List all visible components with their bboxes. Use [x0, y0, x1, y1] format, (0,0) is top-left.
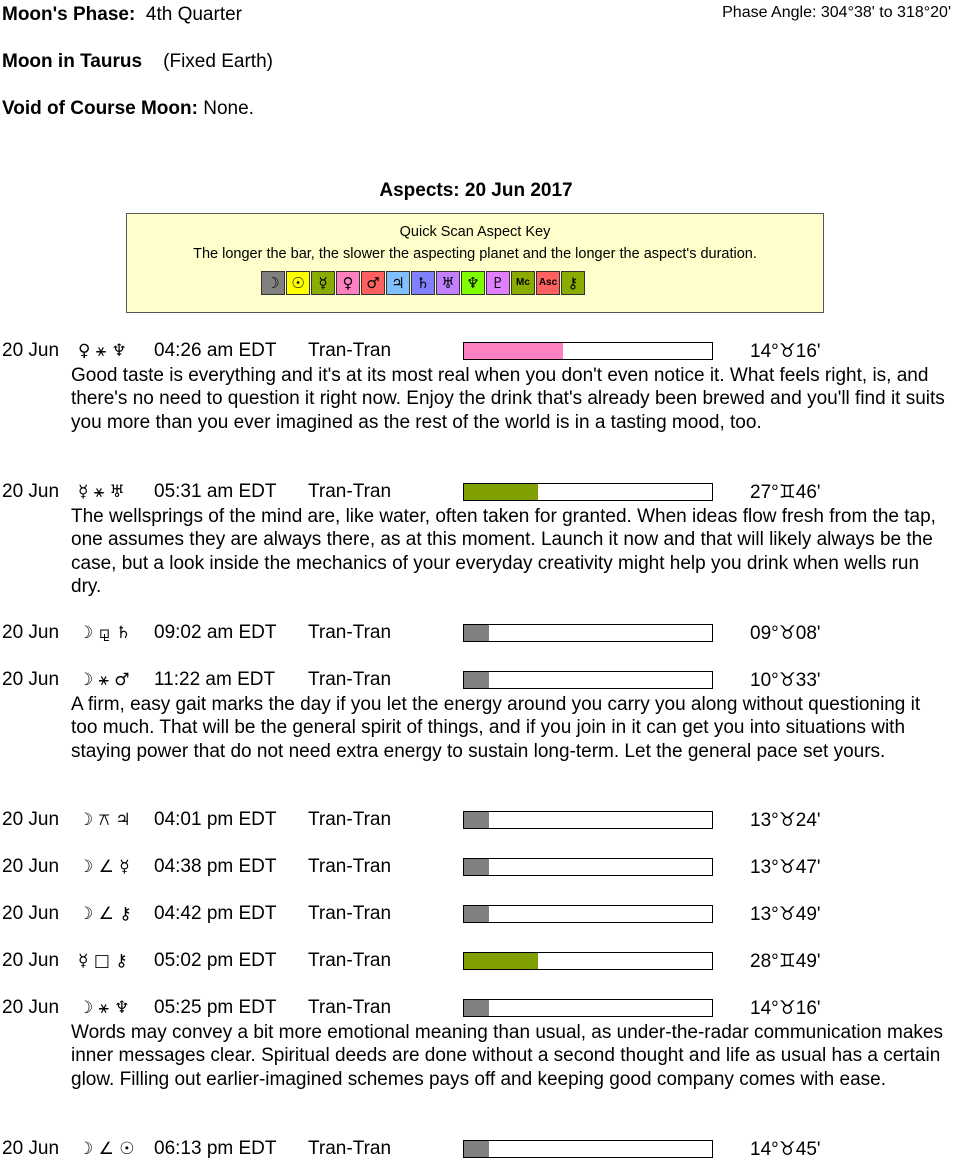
ascendant-icon: Asc	[536, 271, 560, 295]
aspect-glyphs: ☽ ∠ ☉	[78, 1139, 135, 1159]
aspect-time: 04:42 pm EDT	[154, 903, 277, 924]
aspect-duration-bar-fill	[464, 625, 489, 641]
mercury-icon: ☿	[311, 271, 335, 295]
aspect-position: 14°♉45'	[750, 1139, 821, 1160]
aspect-glyphs: ☽ ⚻ ♃	[78, 810, 131, 830]
aspect-key-title: Quick Scan Aspect Key	[399, 224, 551, 240]
aspect-duration-bar	[463, 671, 713, 689]
aspect-type: Tran-Tran	[308, 669, 392, 690]
saturn-icon: ♄	[411, 271, 435, 295]
aspect-duration-bar-fill	[464, 672, 489, 688]
aspect-duration-bar	[463, 905, 713, 923]
chiron-icon: ⚷	[561, 271, 585, 295]
aspect-date: 20 Jun	[2, 622, 60, 643]
aspect-type: Tran-Tran	[308, 340, 392, 361]
aspect-type: Tran-Tran	[308, 481, 392, 502]
aspect-glyphs: ☿ ⚹ ♅	[78, 482, 125, 502]
aspect-date: 20 Jun	[2, 856, 60, 877]
aspect-position: 13°♉24'	[750, 810, 821, 831]
aspect-duration-bar-fill	[464, 859, 489, 875]
aspect-time: 06:13 pm EDT	[154, 1138, 277, 1159]
aspect-glyphs: ☽ ⚼ ♄	[78, 623, 132, 643]
aspect-time: 05:25 pm EDT	[154, 997, 277, 1018]
void-of-course-label: Void of Course Moon:	[2, 98, 198, 119]
aspect-duration-bar	[463, 952, 713, 970]
aspect-duration-bar-fill	[464, 343, 563, 359]
aspect-position: 09°♉08'	[750, 623, 821, 644]
moon-sign-value: (Fixed Earth)	[163, 51, 273, 72]
phase-angle: Phase Angle: 304°38' to 318°20'	[722, 4, 951, 21]
aspect-key-box	[126, 213, 824, 313]
aspect-row	[0, 481, 957, 505]
aspect-type: Tran-Tran	[308, 950, 392, 971]
aspect-duration-bar	[463, 624, 713, 642]
aspect-duration-bar-fill	[464, 812, 489, 828]
aspect-duration-bar	[463, 483, 713, 501]
aspect-glyphs: ☽ ⚹ ♂	[78, 670, 130, 690]
aspect-date: 20 Jun	[2, 809, 60, 830]
aspect-position: 13°♉49'	[750, 904, 821, 925]
aspect-position: 14°♉16'	[750, 998, 821, 1019]
aspect-row	[0, 622, 957, 646]
aspect-glyphs: ☽ ∠ ⚷	[78, 904, 132, 924]
aspect-row	[0, 997, 957, 1021]
aspect-glyphs: ☽ ∠ ☿	[78, 857, 130, 877]
aspect-time: 11:22 am EDT	[154, 669, 276, 690]
aspects-title: Aspects: 20 Jun 2017	[379, 180, 573, 201]
aspect-type: Tran-Tran	[308, 809, 392, 830]
aspect-position: 13°♉47'	[750, 857, 821, 878]
void-of-course-line	[2, 98, 254, 120]
aspect-time: 04:01 pm EDT	[154, 809, 277, 830]
aspect-type: Tran-Tran	[308, 1138, 392, 1159]
neptune-icon: ♆	[461, 271, 485, 295]
moon-phase-line	[2, 4, 242, 26]
aspect-date: 20 Jun	[2, 903, 60, 924]
aspect-key-description: The longer the bar, the slower the aspecting planet and the longer the aspect's duration.	[193, 246, 757, 262]
aspect-position: 10°♉33'	[750, 670, 821, 691]
aspect-row	[0, 903, 957, 927]
void-of-course-value: None.	[203, 98, 254, 119]
aspect-duration-bar	[463, 999, 713, 1017]
aspect-duration-bar	[463, 811, 713, 829]
aspect-time: 09:02 am EDT	[154, 622, 277, 643]
aspect-description: Good taste is everything and it's at its most real when you don't even notice it. What feels right, is, and there's no need to question it right now. Enjoy the drink that's already been brewed and you'll find it suits you more than you ever imagined as the rest of the world is in a tasting mood, too.	[71, 365, 945, 433]
aspect-row	[0, 950, 957, 974]
aspect-duration-bar-fill	[464, 484, 538, 500]
aspect-duration-bar-fill	[464, 906, 489, 922]
aspect-description: Words may convey a bit more emotional meaning than usual, as under-the-radar communication makes inner messages clear. Spiritual deeds are done without a second thought and life as usual has a certain glow. Filling out earlier-imagined schemes pays off and keeping good company comes with ease.	[71, 1022, 943, 1090]
aspect-description: The wellsprings of the mind are, like water, often taken for granted. When ideas flow fresh from the tap, one assumes they are always there, as at this moment. Launch it now and that will likely always be the case, but a look inside the mechanics of your everyday creativity might help you drink when wells run dry.	[71, 506, 936, 597]
aspect-type: Tran-Tran	[308, 856, 392, 877]
aspect-description: A firm, easy gait marks the day if you let the energy around you carry you along without questioning it too much. That will be the general spirit of things, and if you join in it can get you into situations with staying power that do not need extra energy to sustain long-term. Let the general pace set yours.	[71, 694, 921, 762]
aspect-date: 20 Jun	[2, 481, 60, 502]
aspect-duration-bar	[463, 858, 713, 876]
aspect-type: Tran-Tran	[308, 903, 392, 924]
aspect-glyphs: ☿ □ ⚷	[78, 951, 128, 971]
aspect-date: 20 Jun	[2, 669, 60, 690]
aspect-glyphs: ♀ ⚹ ♆	[78, 341, 127, 361]
aspect-row	[0, 340, 957, 364]
moon-phase-label: Moon's Phase:	[2, 4, 136, 25]
uranus-icon: ♅	[436, 271, 460, 295]
aspect-position: 28°♊49'	[750, 951, 821, 972]
jupiter-icon: ♃	[386, 271, 410, 295]
moon-icon: ☽	[261, 271, 285, 295]
aspect-duration-bar	[463, 342, 713, 360]
aspect-key-glyphs	[261, 271, 586, 295]
aspect-row	[0, 669, 957, 693]
moon-sign-line	[2, 51, 273, 73]
aspect-time: 04:26 am EDT	[154, 340, 277, 361]
aspect-date: 20 Jun	[2, 1138, 60, 1159]
aspect-date: 20 Jun	[2, 340, 60, 361]
moon-phase-value: 4th Quarter	[145, 4, 242, 25]
aspect-position: 14°♉16'	[750, 341, 821, 362]
aspect-type: Tran-Tran	[308, 997, 392, 1018]
aspect-duration-bar-fill	[464, 1000, 489, 1016]
aspect-row	[0, 1138, 957, 1162]
mars-icon: ♂	[361, 271, 385, 295]
aspect-duration-bar-fill	[464, 1141, 489, 1157]
venus-icon: ♀	[336, 271, 360, 295]
moon-sign-label: Moon in Taurus	[2, 51, 143, 72]
pluto-icon: ♇	[486, 271, 510, 295]
aspect-row	[0, 809, 957, 833]
sun-icon: ☉	[286, 271, 310, 295]
aspect-position: 27°♊46'	[750, 482, 821, 503]
aspect-time: 05:31 am EDT	[154, 481, 277, 502]
aspect-time: 04:38 pm EDT	[154, 856, 277, 877]
aspect-date: 20 Jun	[2, 950, 60, 971]
aspect-duration-bar-fill	[464, 953, 538, 969]
midheaven-icon: Mc	[511, 271, 535, 295]
aspect-time: 05:02 pm EDT	[154, 950, 277, 971]
aspect-duration-bar	[463, 1140, 713, 1158]
aspect-date: 20 Jun	[2, 997, 60, 1018]
aspect-type: Tran-Tran	[308, 622, 392, 643]
aspect-row	[0, 856, 957, 880]
aspect-glyphs: ☽ ⚹ ♆	[78, 998, 130, 1018]
